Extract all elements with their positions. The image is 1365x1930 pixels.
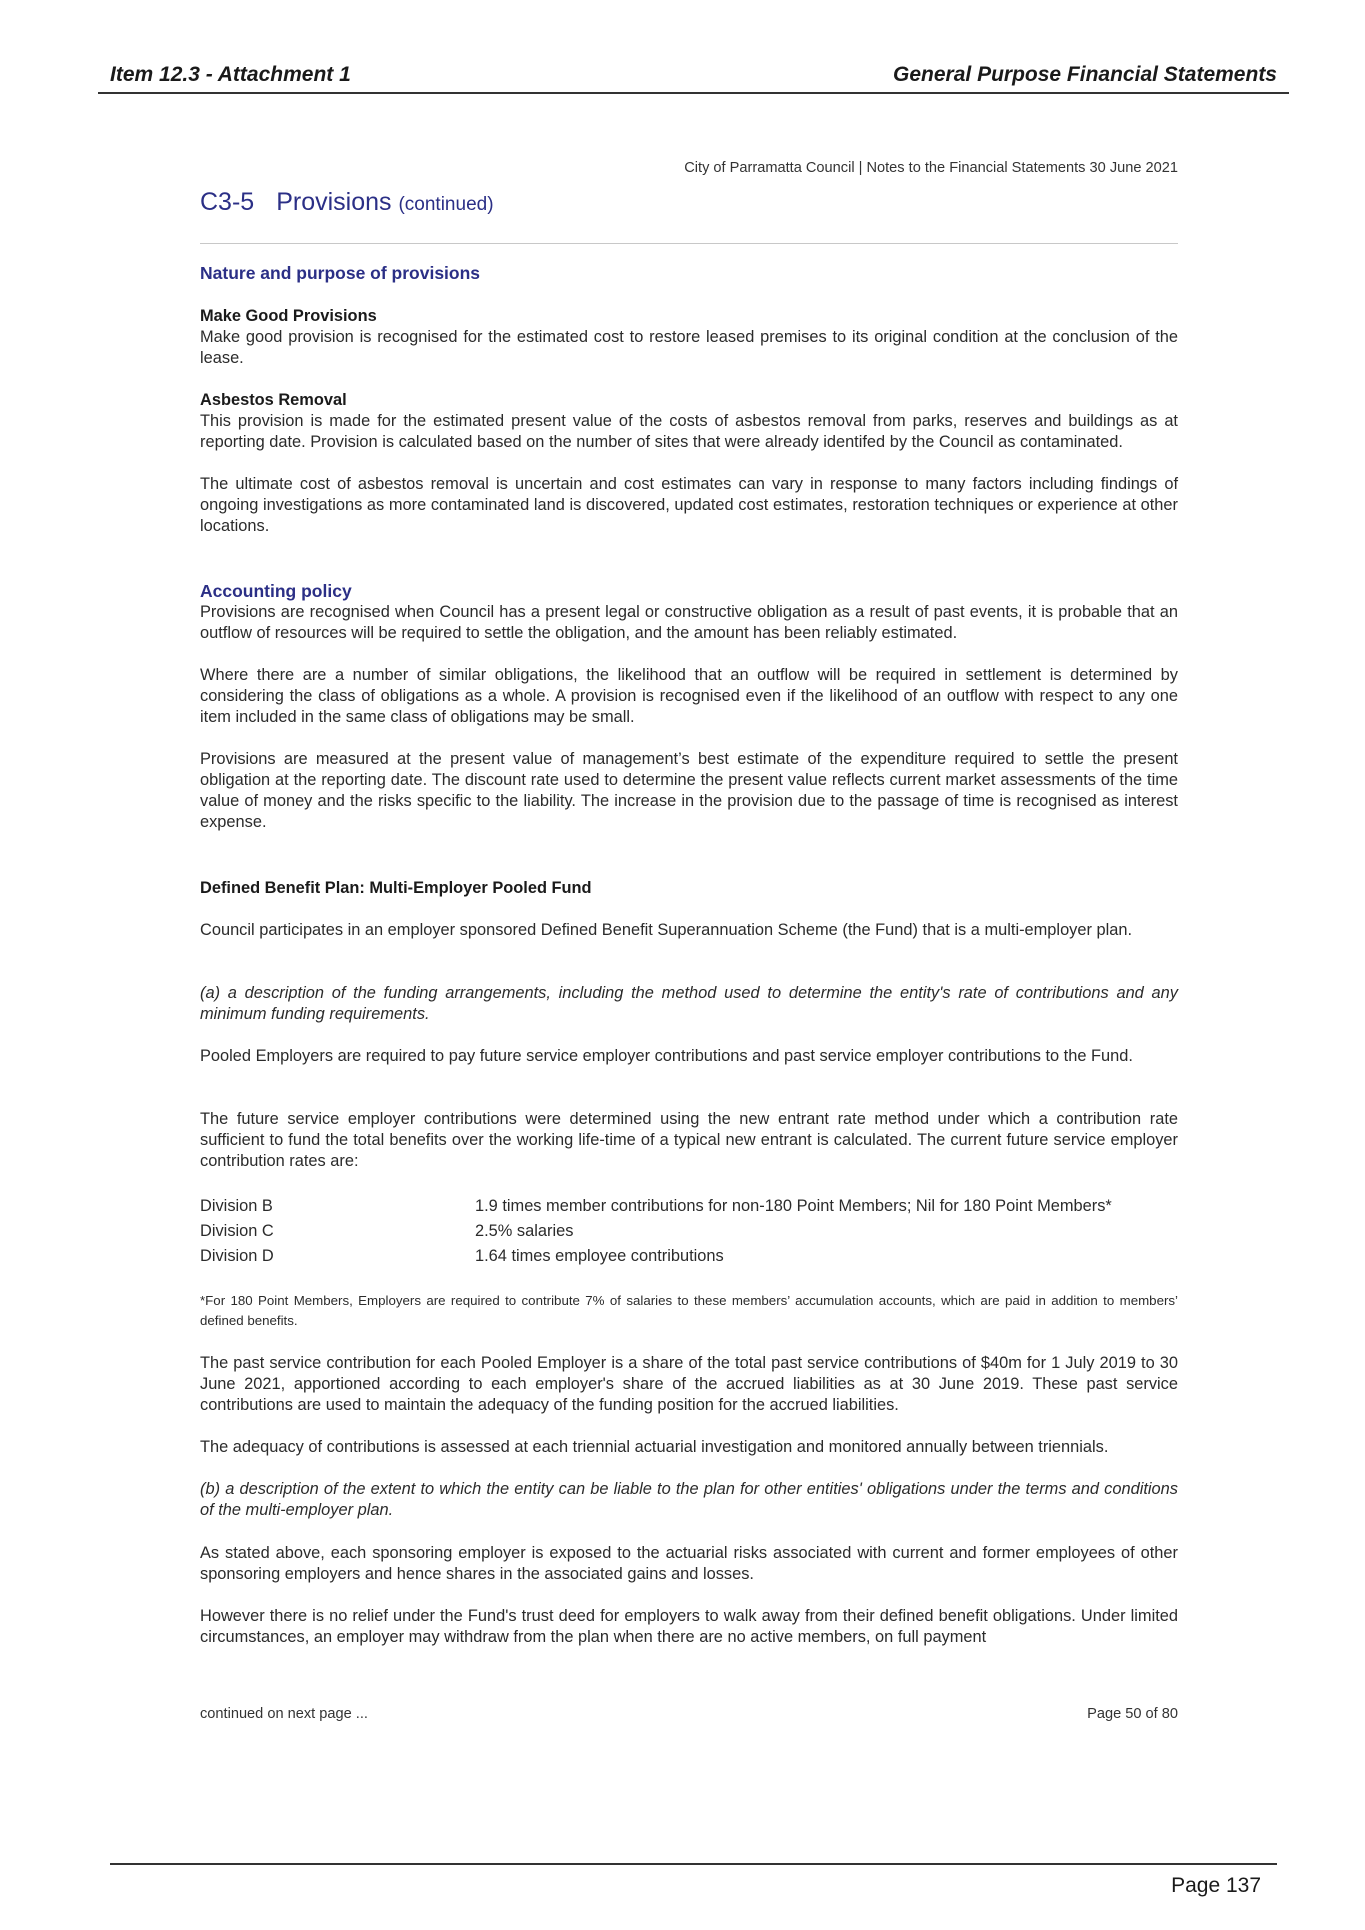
policy-paragraph-1: Provisions are recognised when Council has a present legal or constructive obligation as a result of past events, it is probable that an outflow of resources will be required to settle the obligation, and the amount has been reliably estimated. [200, 603, 1178, 642]
page-number: Page 137 [1171, 1874, 1261, 1897]
dbp-paragraph-2: (a) a description of the funding arrangements, including the method used to determine the entity's rate of contributions and any minimum funding requirements. [200, 984, 1178, 1023]
dbp-paragraph-1: Council participates in an employer sponsored Defined Benefit Superannuation Scheme (the Fund) that is a multi-employer plan. [200, 921, 1133, 939]
division-rate: 2.5% salaries [475, 1222, 574, 1240]
division-row [200, 1196, 1178, 1221]
division-footnote: *For 180 Point Members, Employers are required to contribute 7% of salaries to these members’ accumulation accounts, which are paid in addition to members’ defined benefits. [200, 1293, 1178, 1328]
division-rate: 1.64 times employee contributions [475, 1247, 724, 1265]
section-continued: (continued) [398, 194, 494, 215]
attachment-header [98, 62, 1289, 94]
dbp-paragraph-8: As stated above, each sponsoring employer is exposed to the actuarial risks associated with current and former employees of other sponsoring employers and hence shares in the associated gains and losses. [200, 1544, 1178, 1583]
section-number: C3-5 [200, 188, 255, 216]
dbp-paragraph-6: The adequacy of contributions is assessed at each triennial actuarial investigation and monitored annually between triennials. [200, 1438, 1109, 1456]
attachment-label: Item 12.3 - Attachment 1 [110, 63, 351, 86]
asbestos-text-1: This provision is made for the estimated present value of the costs of asbestos removal from parks, reserves and buildings as at reporting date. Provision is calculated based on the number of sites that were already identifed by the Council as contaminated. [200, 412, 1178, 451]
make-good-text: Make good provision is recognised for the estimated cost to restore leased premises to its original condition at the conclusion of the lease. [200, 328, 1178, 367]
dbp-paragraph-9: However there is no relief under the Fund's trust deed for employers to walk away from their defined benefit obligations. Under limited circumstances, an employer may withdraw from the plan when there are no active members, on full payment [200, 1607, 1178, 1646]
dbp-paragraph-7: (b) a description of the extent to which the entity can be liable to the plan for other entities' obligations under the terms and conditions of the multi-employer plan. [200, 1480, 1178, 1519]
division-rate: 1.9 times member contributions for non-180 Point Members; Nil for 180 Point Members* [475, 1197, 1112, 1215]
asbestos-text-2: The ultimate cost of asbestos removal is uncertain and cost estimates can vary in response to many factors including findings of ongoing investigations as more contaminated land is discovered, updated cost estimates, restoration techniques or experience at other locations. [200, 475, 1178, 535]
dbp-paragraph-3: Pooled Employers are required to pay future service employer contributions and past service employer contributions to the Fund. [200, 1047, 1133, 1065]
statement-title: General Purpose Financial Statements [893, 63, 1277, 86]
heading-divider [200, 243, 1178, 244]
section-heading [200, 188, 494, 216]
make-good-title: Make Good Provisions [200, 307, 377, 325]
asbestos-title: Asbestos Removal [200, 391, 347, 409]
division-row [200, 1246, 1178, 1271]
inner-page-number: Page 50 of 80 [1087, 1706, 1178, 1722]
dbp-paragraph-4: The future service employer contributions were determined using the new entrant rate method under which a contribution rate sufficient to fund the total benefits over the working life-time of a typical new entrant is calculated. The current future service employer contribution rates are: [200, 1110, 1178, 1170]
dbp-heading: Defined Benefit Plan: Multi-Employer Pooled Fund [200, 879, 592, 897]
policy-paragraph-3: Provisions are measured at the present value of management’s best estimate of the expenditure required to settle the present obligation at the reporting date. The discount rate used to determine the present value reflects current market assessments of the time value of money and the risks specific to the liability. The increase in the provision due to the passage of time is recognised as interest expense. [200, 750, 1178, 831]
division-rates-table [200, 1196, 1178, 1271]
division-name: Division C [200, 1222, 274, 1240]
dbp-paragraph-5: The past service contribution for each Pooled Employer is a share of the total past service contributions of $40m for 1 July 2019 to 30 June 2021, apportioned according to each employer's share of the accrued liabilities as at 30 June 2019. These past service contributions are used to maintain the adequacy of the funding position for the accrued liabilities. [200, 1354, 1178, 1414]
division-name: Division D [200, 1247, 274, 1265]
doc-subtitle: City of Parramatta Council | Notes to the Financial Statements 30 June 2021 [684, 160, 1178, 176]
continued-note: continued on next page ... [200, 1706, 368, 1722]
division-name: Division B [200, 1197, 273, 1215]
section-title: Provisions [276, 188, 392, 216]
division-row [200, 1221, 1178, 1246]
footer-divider [110, 1863, 1277, 1865]
policy-heading: Accounting policy [200, 581, 352, 601]
nature-heading: Nature and purpose of provisions [200, 263, 481, 283]
policy-paragraph-2: Where there are a number of similar obligations, the likelihood that an outflow will be required in settlement is determined by considering the class of obligations as a whole. A provision is recognised even if the likelihood of an outflow with respect to any one item included in the same class of obligations may be small. [200, 666, 1178, 726]
